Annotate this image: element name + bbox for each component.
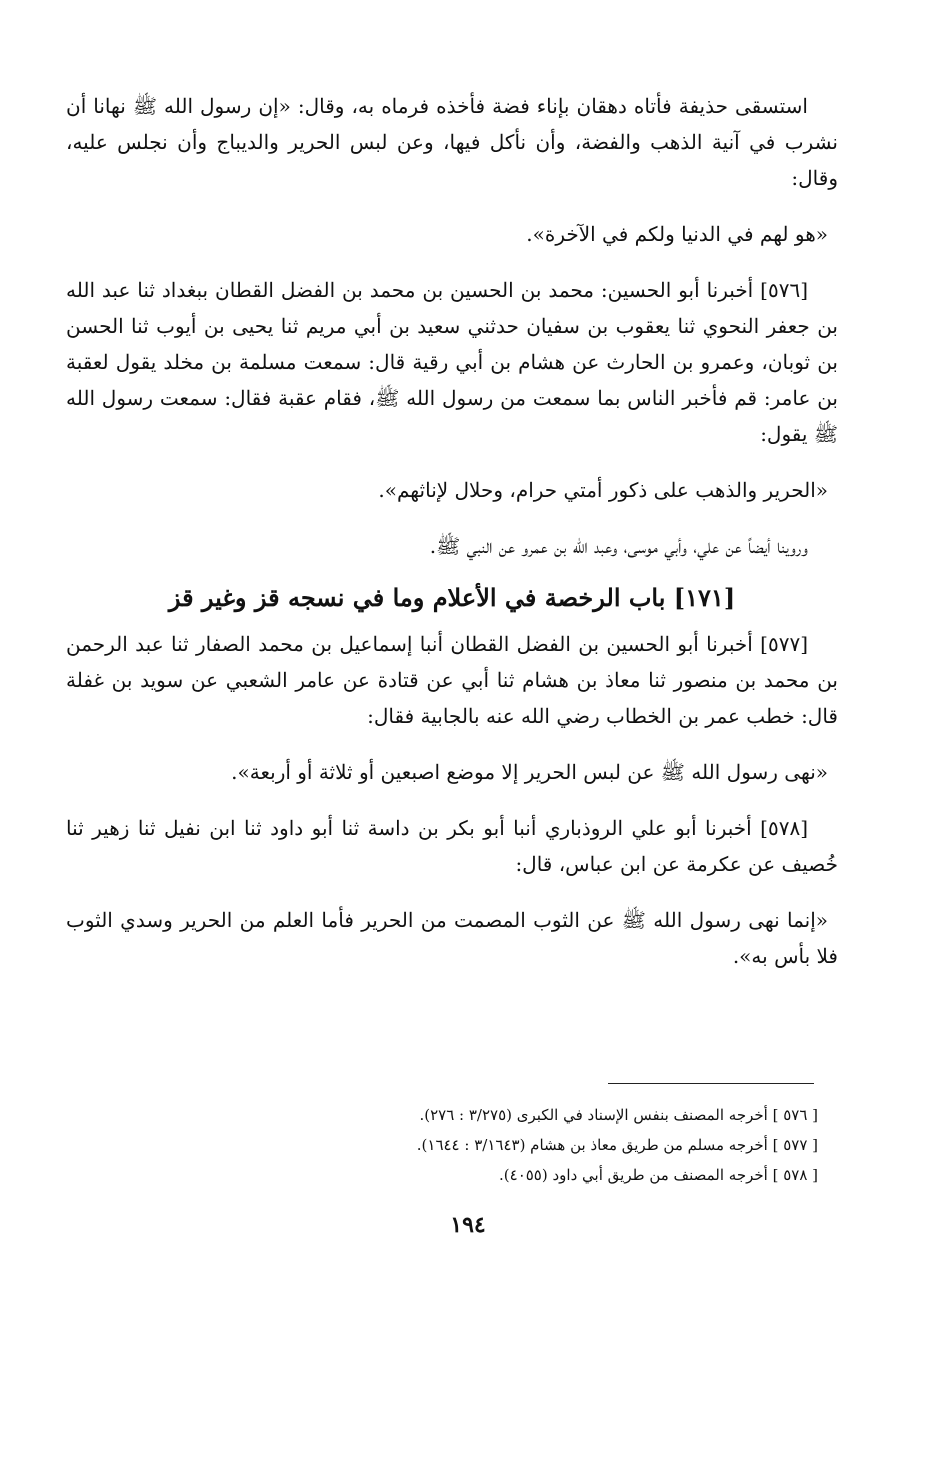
- hadith-quote-dunya: «هو لهم في الدنيا ولكم في الآخرة».: [526, 222, 828, 246]
- paragraph-hudhayfa: استسقى حذيفة فأتاه دهقان بإناء فضة فأخذه فرماه به، وقال: «إن رسول الله ﷺ نهانا أن نشرب في آنية الذهب والفضة، وأن نأكل فيها، وعن لبس الحرير والديباج وأن نجلس عليه، وقال:: [66, 94, 838, 190]
- footnote-578: [ ٥٧٨ ] أخرجه المصنف من طريق أبي داود (٤٠٥٥).: [499, 1166, 818, 1184]
- footnote-576: [ ٥٧٦ ] أخرجه المصنف بنفس الإسناد في الكبرى (٣/٢٧٥ : ٢٧٦).: [419, 1106, 818, 1124]
- hadith-578-isnad: [٥٧٨] أخبرنا أبو علي الروذباري أنبا أبو بكر بن داسة ثنا أبو داود ثنا ابن نفيل ثنا زهير ثنا خُصيف عن عكرمة عن ابن عباس، قال:: [66, 816, 838, 876]
- hadith-quote-two-fingers: «نهى رسول الله ﷺ عن لبس الحرير إلا موضع اصبعين أو ثلاثة أو أربعة».: [231, 760, 828, 784]
- paragraph-also-narrated: وروينا أيضاً عن علي، وأبي موسى، وعبد الله بن عمرو عن النبي ﷺ.: [429, 534, 808, 558]
- page-number: ١٩٤: [450, 1212, 486, 1238]
- hadith-quote-silk-gold: «الحرير والذهب على ذكور أمتي حرام، وحلال لإناثهم».: [378, 478, 828, 502]
- hadith-576-isnad: [٥٧٦] أخبرنا أبو الحسين: محمد بن الحسين بن محمد بن الفضل القطان ببغداد ثنا عبد الله بن جعفر النحوي ثنا يعقوب بن سفيان حدثني سعيد بن أبي مريم ثنا يحيى بن أيوب ثنا الحسن بن ثوبان، وعمرو بن الحارث عن هشام بن أبي رقية قال: سمعت مسلمة بن مخلد يقول لعقبة بن عامر: قم فأخبر الناس بما سمعت من رسول الله ﷺ، فقام عقبة فقال: سمعت رسول الله ﷺ يقول:: [66, 278, 838, 446]
- hadith-quote-pure-silk: «إنما نهى رسول الله ﷺ عن الثوب المصمت من الحرير فأما العلم من الحرير وسدي الثوب فلا بأس به».: [66, 908, 838, 968]
- footnote-577: [ ٥٧٧ ] أخرجه مسلم من طريق معاذ بن هشام (٣/١٦٤٣ : ١٦٤٤).: [416, 1136, 818, 1154]
- page-body: [66, 88, 838, 974]
- chapter-heading-171: [١٧١] باب الرخصة في الأعلام وما في نسجه قز وغير قز: [168, 583, 736, 612]
- hadith-577-isnad: [٥٧٧] أخبرنا أبو الحسين بن الفضل القطان أنبا إسماعيل بن محمد الصفار ثنا عبد الرحمن بن محمد بن منصور ثنا معاذ بن هشام ثنا أبي عن قتادة عن عامر الشعبي عن سويد بن غفلة قال: خطب عمر بن الخطاب رضي الله عنه بالجابية فقال:: [66, 632, 838, 728]
- footnotes: [118, 1100, 818, 1190]
- footnote-divider: [608, 1083, 814, 1084]
